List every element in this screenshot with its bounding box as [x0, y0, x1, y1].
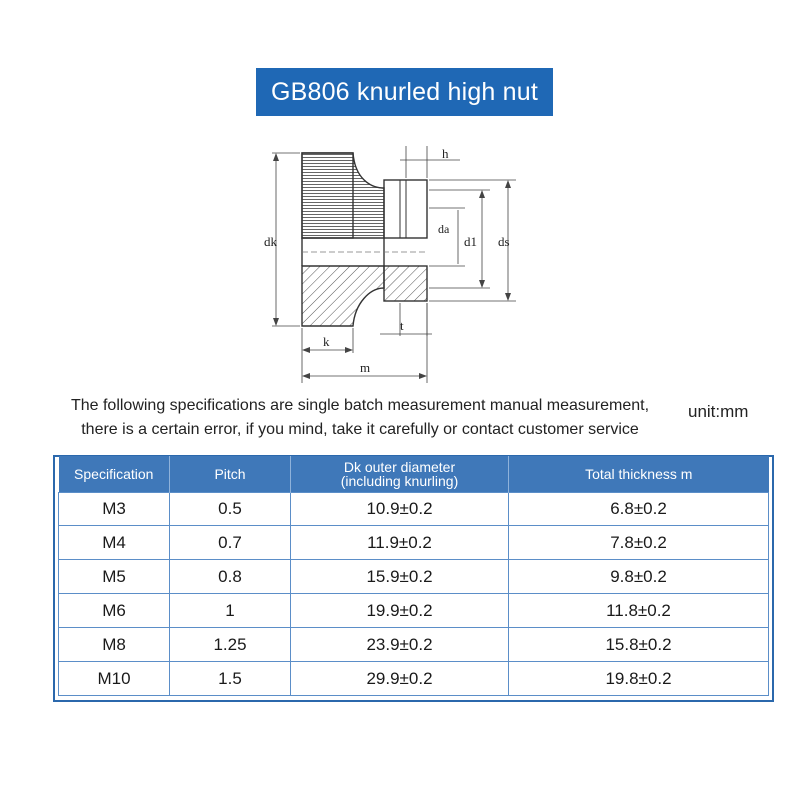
cell-pitch: 0.7	[170, 526, 291, 560]
header-thickness: Total thickness m	[509, 456, 769, 493]
cell-thickness: 7.8±0.2	[509, 526, 769, 560]
header-dk-line1: Dk outer diameter	[343, 458, 456, 475]
cell-dk: 15.9±0.2	[291, 560, 509, 594]
note-line-1: The following specifications are single batch measurement manual measurement,	[70, 397, 650, 414]
shank-lower	[384, 266, 427, 301]
table-row	[59, 560, 769, 594]
cell-pitch: 0.5	[170, 493, 291, 526]
cell-pitch: 1.5	[170, 662, 291, 696]
cell-spec: M10	[59, 662, 170, 696]
cell-dk: 29.9±0.2	[291, 662, 509, 696]
label-dk: dk	[264, 234, 277, 249]
cell-thickness: 19.8±0.2	[509, 662, 769, 696]
label-d1: d1	[464, 234, 477, 249]
spec-table	[58, 456, 769, 696]
measurement-note	[40, 394, 680, 442]
table-row	[59, 493, 769, 526]
cell-dk: 19.9±0.2	[291, 594, 509, 628]
header-specification: Specification	[59, 456, 170, 493]
unit-label: unit:mm	[688, 402, 749, 421]
cell-pitch: 0.8	[170, 560, 291, 594]
table-header-row	[59, 456, 769, 493]
cell-spec: M6	[59, 594, 170, 628]
page-title: GB806 knurled high nut	[270, 78, 539, 106]
cell-spec: M5	[59, 560, 170, 594]
table-row	[59, 628, 769, 662]
note-line-2: there is a certain error, if you mind, take it carefully or contact customer service	[81, 421, 639, 438]
label-ds: ds	[498, 234, 510, 249]
table-row	[59, 526, 769, 560]
label-m: m	[360, 360, 371, 375]
title-banner	[256, 68, 553, 116]
cell-spec: M3	[59, 493, 170, 526]
header-dk-line2: (including knurling)	[340, 472, 459, 489]
header-pitch: Pitch	[170, 456, 291, 493]
label-h: h	[442, 146, 449, 161]
cell-pitch: 1.25	[170, 628, 291, 662]
knurled-band	[302, 153, 353, 238]
sectioned-head-lower	[302, 266, 384, 326]
label-k: k	[323, 334, 330, 349]
table-row	[59, 594, 769, 628]
label-da: da	[438, 222, 450, 236]
cell-thickness: 6.8±0.2	[509, 493, 769, 526]
cell-thickness: 9.8±0.2	[509, 560, 769, 594]
cell-thickness: 11.8±0.2	[509, 594, 769, 628]
cell-dk: 11.9±0.2	[291, 526, 509, 560]
cell-dk: 10.9±0.2	[291, 493, 509, 526]
cell-thickness: 15.8±0.2	[509, 628, 769, 662]
cell-spec: M4	[59, 526, 170, 560]
table-row	[59, 662, 769, 696]
cell-pitch: 1	[170, 594, 291, 628]
header-dk	[291, 456, 509, 493]
nut-technical-drawing	[250, 138, 550, 388]
cell-spec: M8	[59, 628, 170, 662]
cell-dk: 23.9±0.2	[291, 628, 509, 662]
label-t: t	[400, 318, 404, 333]
